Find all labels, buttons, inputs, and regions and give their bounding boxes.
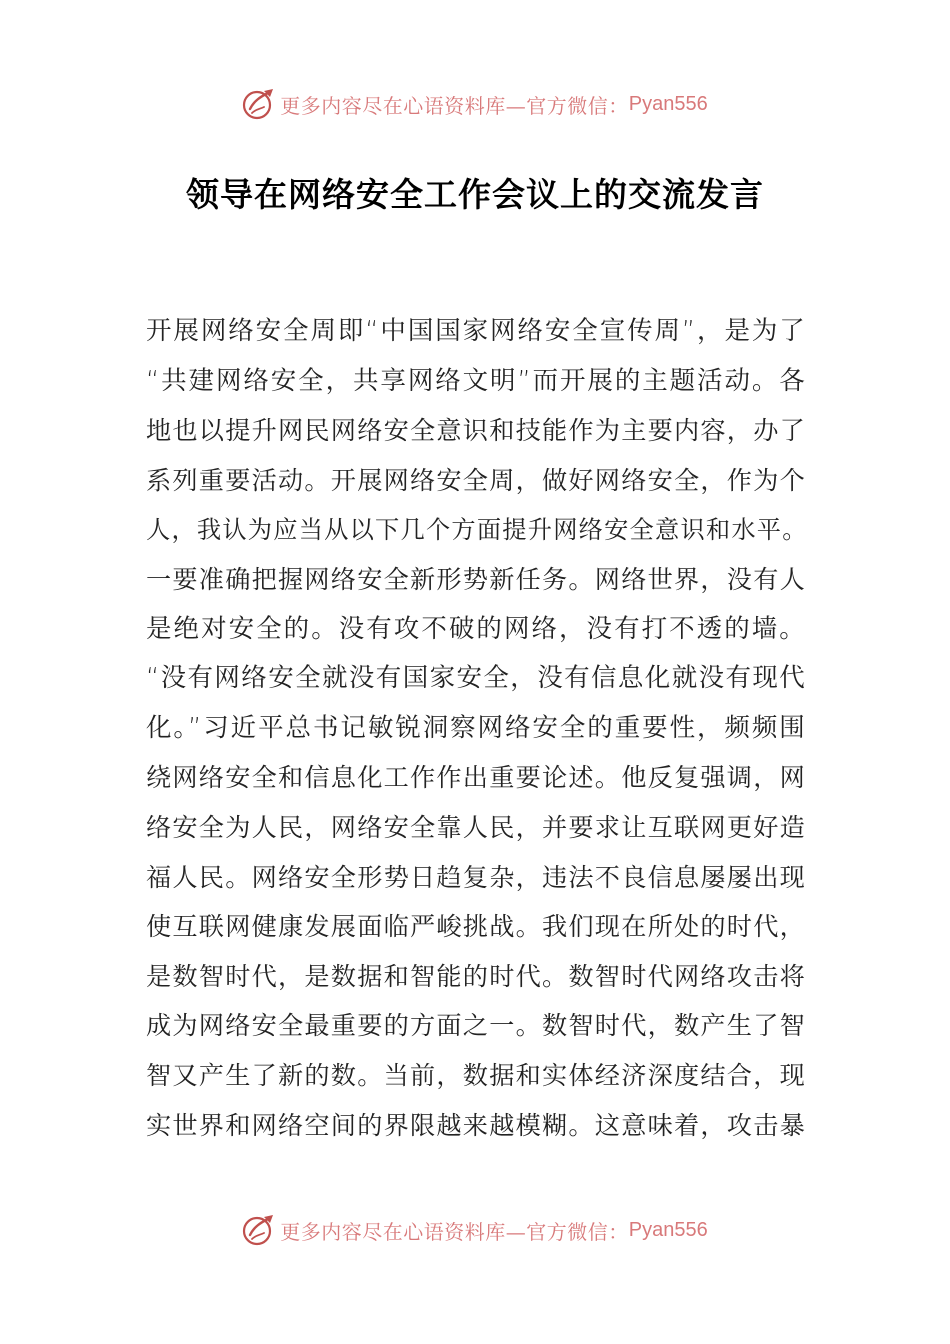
document-body (146, 307, 806, 1150)
body-line: 智又产生了新的数。当前，数据和实体经济深度结合，现 (146, 1060, 806, 1090)
pen-logo-icon (242, 1213, 276, 1247)
body-line: 一要准确把握网络安全新形势新任务。网络世界，没有人 (146, 564, 806, 594)
body-line: 是数智时代，是数据和智能的时代。数智时代网络攻击将 (146, 961, 806, 991)
banner-text: 更多内容尽在心语资料库—官方微信： (280, 1219, 629, 1244)
body-line: 成为网络安全最重要的方面之一。数智时代，数产生了智 (146, 1011, 806, 1041)
pen-logo-icon (242, 87, 276, 121)
body-line: 络安全为人民，网络安全靠人民，并要求让互联网更好造 (146, 812, 806, 842)
body-line: 人，我认为应当从以下几个方面提升网络安全意识和水平。 (146, 515, 808, 545)
body-line: 福人民。网络安全形势日趋复杂，违法不良信息屡屡出现 (146, 862, 806, 892)
body-line: “没有网络安全就没有国家安全，没有信息化就没有现代 (146, 663, 806, 694)
body-line: 使互联网健康发展面临严峻挑战。我们现在所处的时代， (146, 912, 806, 942)
body-line: “共建网络安全，共享网络文明”而开展的主题活动。各 (146, 365, 806, 396)
body-line: 地也以提升网民网络安全意识和技能作为主要内容，办了 (146, 416, 806, 446)
body-line: 绕网络安全和信息化工作作出重要论述。他反复强调，网 (146, 763, 806, 793)
body-line: 是绝对安全的。没有攻不破的网络，没有打不透的墙。 (146, 613, 806, 644)
banner-text: 更多内容尽在心语资料库—官方微信： (280, 93, 629, 118)
document-title: 领导在网络安全工作会议上的交流发言 (186, 175, 764, 214)
body-line: 化。”习近平总书记敏锐洞察网络安全的重要性，频频围 (146, 712, 806, 743)
body-line: 实世界和网络空间的界限越来越模糊。这意味着，攻击暴 (146, 1110, 806, 1140)
header-banner (0, 84, 950, 124)
footer-banner (0, 1210, 950, 1250)
banner-wechat-id: Pyan556 (628, 92, 708, 115)
body-line: 系列重要活动。开展网络安全周，做好网络安全，作为个 (146, 465, 806, 495)
body-line: 开展网络安全周即“中国国家网络安全宣传周”，是为了 (146, 316, 806, 346)
banner-wechat-id: Pyan556 (628, 1218, 708, 1241)
